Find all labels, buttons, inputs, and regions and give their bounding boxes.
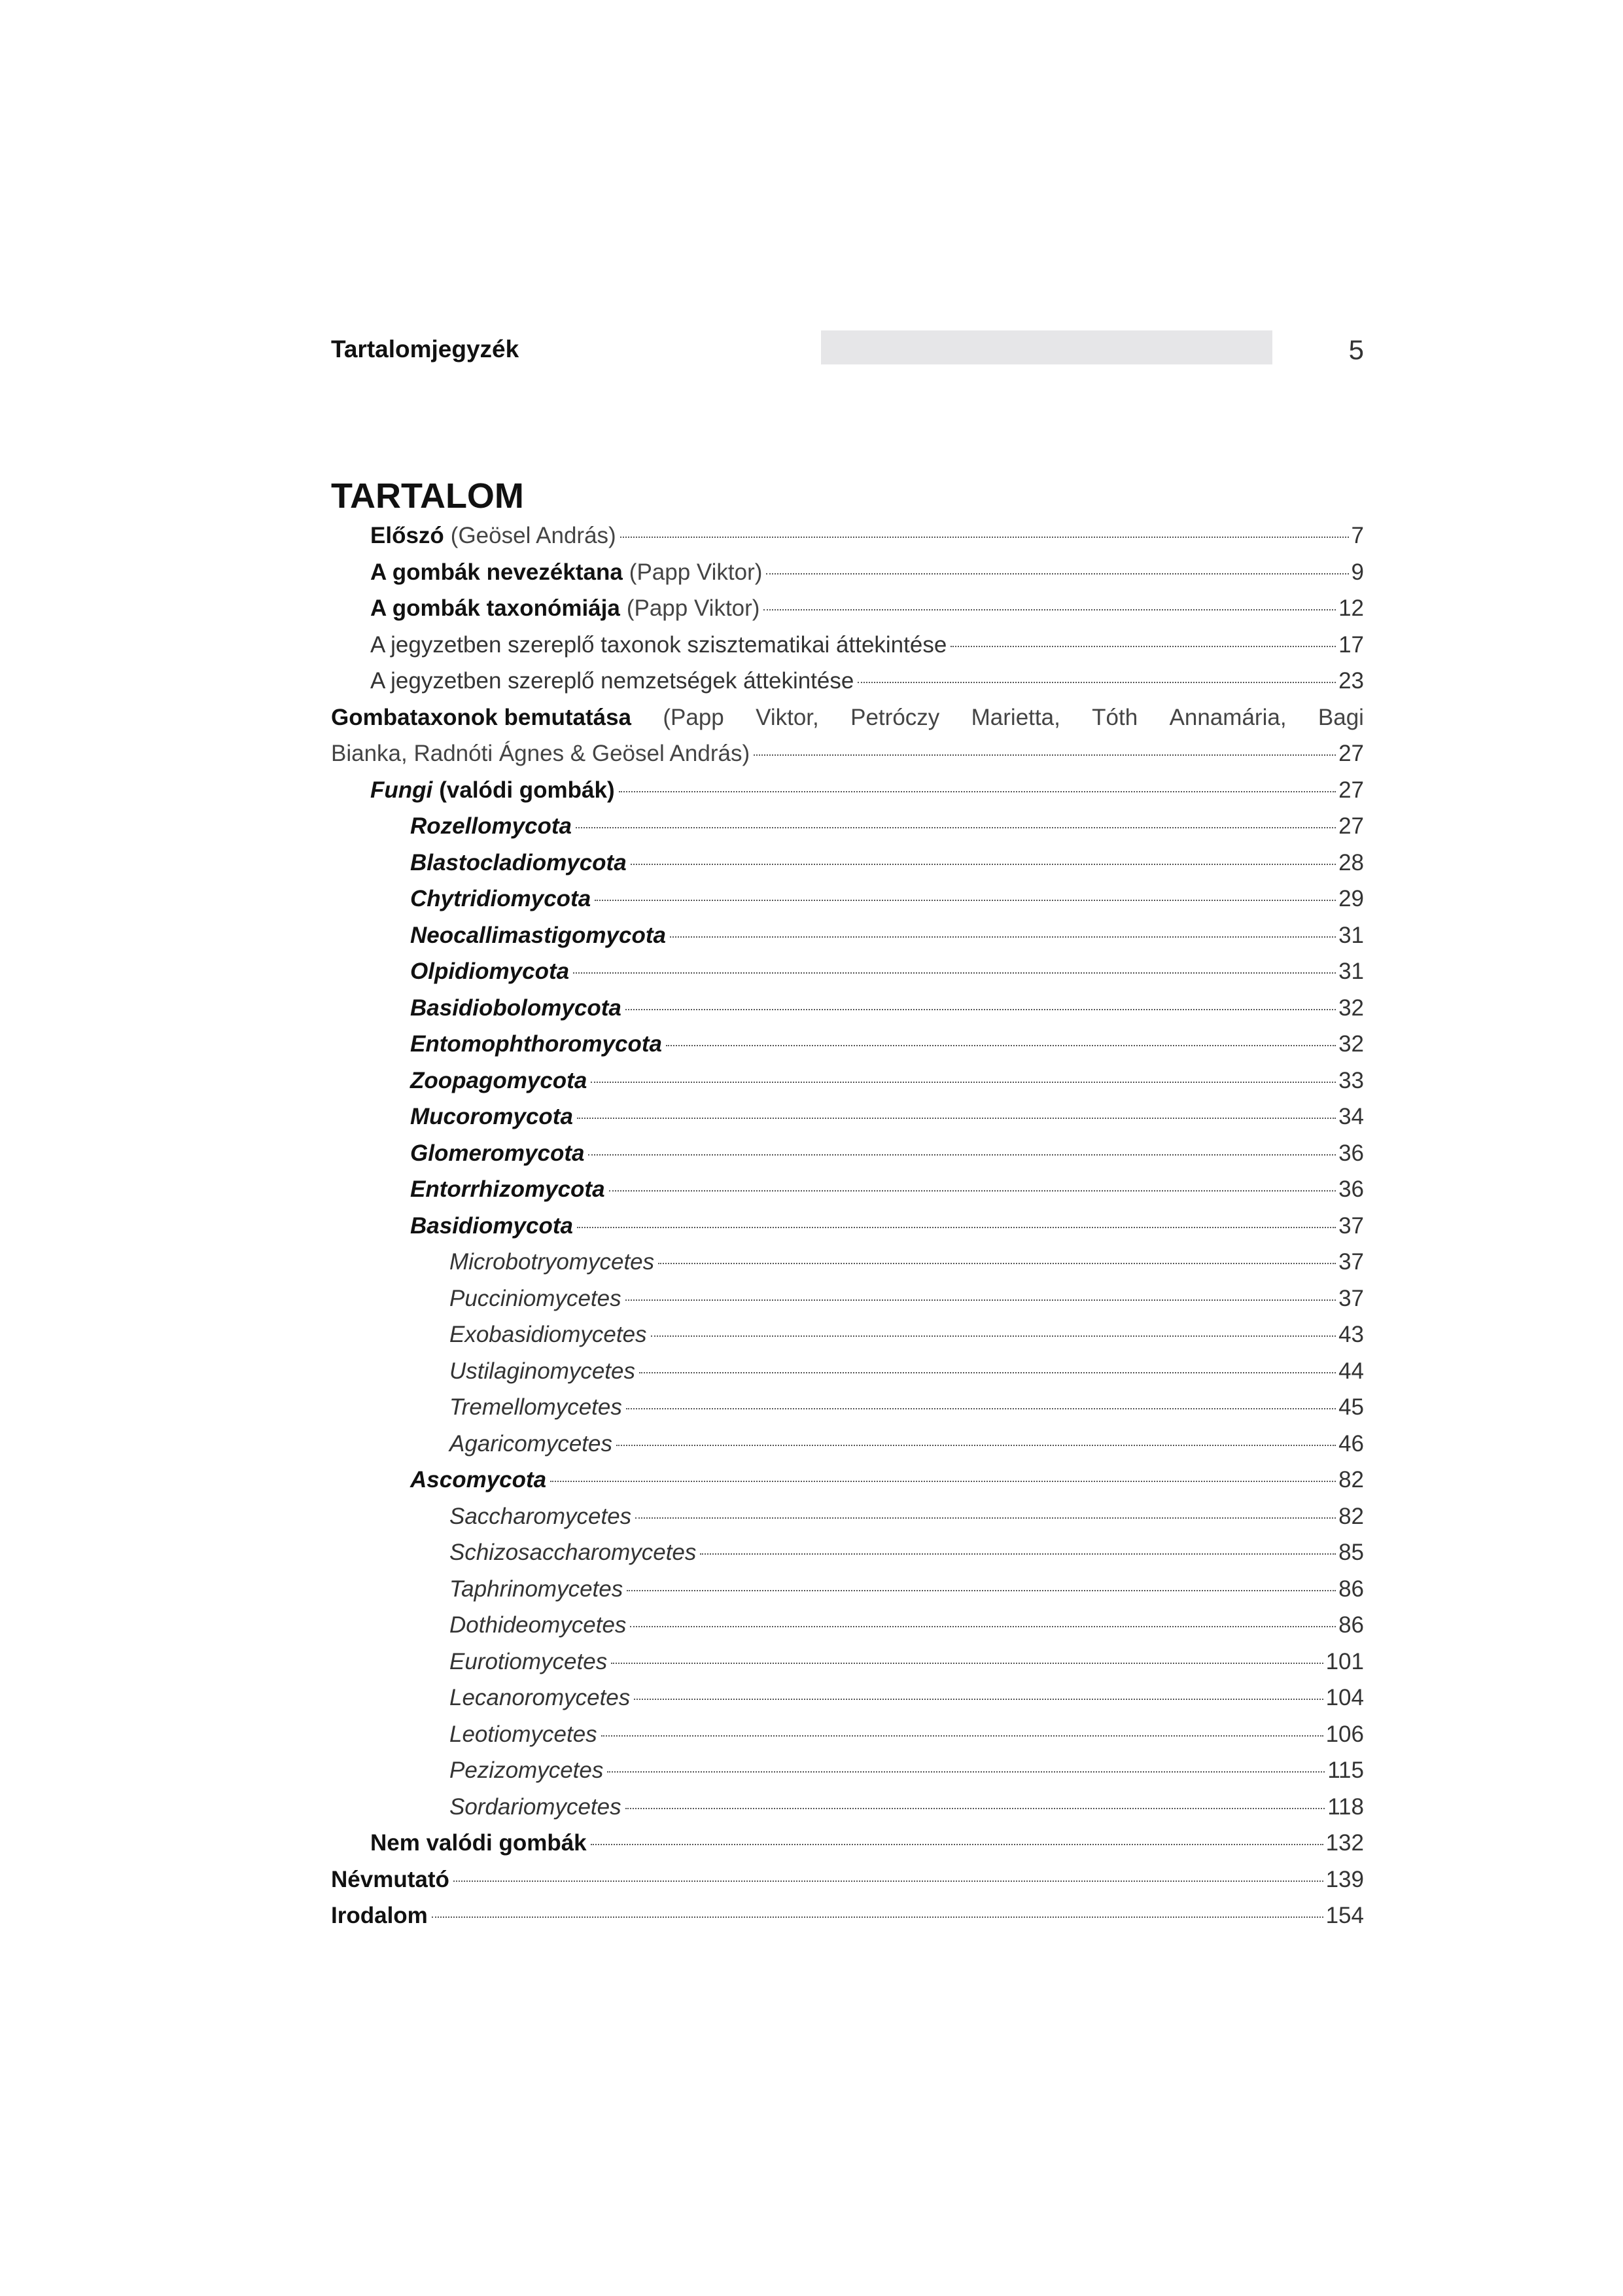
toc-entry-line [331, 735, 1364, 772]
toc-entry-title: Agaricomycetes [449, 1430, 612, 1457]
toc-entry-schizosaccharomycetes[interactable] [331, 1534, 1364, 1571]
author-word: Tóth [1092, 704, 1138, 730]
toc-entry-page: 34 [1338, 1104, 1364, 1129]
dot-leader [591, 1844, 1323, 1845]
toc-entry-basidiobolomycota[interactable] [331, 990, 1364, 1027]
toc-entry-exobasidiomycetes[interactable] [331, 1316, 1364, 1353]
toc-entry-title: Eurotiomycetes [449, 1648, 608, 1674]
dot-leader [666, 1045, 1336, 1046]
toc-entry-page: 132 [1325, 1830, 1364, 1856]
toc-entry-title: Olpidiomycota [410, 959, 570, 984]
toc-entry-title: Rozellomycota [410, 813, 572, 839]
toc-entry-szisztematika[interactable] [331, 627, 1364, 663]
toc-entry-title: Taphrinomycetes [449, 1576, 623, 1602]
toc-entry-basidiomycota[interactable] [331, 1208, 1364, 1245]
toc-entry-page: 101 [1325, 1648, 1364, 1674]
toc-entry-page: 44 [1338, 1358, 1364, 1384]
toc-entry-page: 28 [1338, 849, 1364, 875]
toc-entry-title: Basidiobolomycota [410, 995, 621, 1021]
toc-entry-page: 32 [1338, 1031, 1364, 1057]
toc-entry-ustilaginomycetes[interactable] [331, 1353, 1364, 1390]
toc-entry-sordariomycetes[interactable] [331, 1789, 1364, 1826]
author-word: Marietta, [971, 704, 1060, 730]
dot-leader [550, 1481, 1336, 1482]
toc-entry-olpidiomycota[interactable] [331, 953, 1364, 990]
toc-entry-page: 32 [1338, 995, 1364, 1021]
toc-entry-title: Zoopagomycota [410, 1067, 587, 1093]
toc-entry-title: Tremellomycetes [449, 1394, 622, 1420]
toc-entry-title: Saccharomycetes [449, 1503, 632, 1529]
toc-entry-author: (Papp Viktor) [629, 559, 763, 585]
toc-entry-title: Leotiomycetes [449, 1721, 597, 1747]
toc-entry-chytridiomycota[interactable] [331, 881, 1364, 917]
dot-leader [611, 1663, 1323, 1664]
dot-leader [595, 900, 1336, 901]
author-word: Petróczy [850, 704, 940, 730]
running-header [331, 330, 1364, 367]
toc-entry-leotiomycetes[interactable] [331, 1716, 1364, 1753]
dot-leader [453, 1881, 1323, 1882]
toc-entry-dothideomycetes[interactable] [331, 1607, 1364, 1644]
toc-entry-page: 12 [1338, 595, 1364, 621]
toc-entry-title: Entomophthoromycota [410, 1031, 662, 1057]
dot-leader [616, 1445, 1336, 1446]
dot-leader [631, 864, 1336, 865]
toc-entry-blastocladiomycota[interactable] [331, 845, 1364, 881]
toc-entry-page: 139 [1325, 1866, 1364, 1892]
toc-entry-page: 45 [1338, 1394, 1364, 1420]
dot-leader [432, 1916, 1323, 1918]
dot-leader [609, 1190, 1336, 1192]
dot-leader [591, 1082, 1336, 1083]
toc-entry-title: Pucciniomycetes [449, 1285, 621, 1311]
toc-entry-lecanoromycetes[interactable] [331, 1680, 1364, 1716]
toc-entry-page: 46 [1338, 1430, 1364, 1457]
toc-entry-entomophthoromycota[interactable] [331, 1026, 1364, 1063]
toc-entry-page: 118 [1327, 1793, 1364, 1820]
dot-leader [625, 1808, 1325, 1809]
dot-leader [625, 1009, 1336, 1010]
toc-entry-title: Neocallimastigomycota [410, 922, 666, 948]
toc-entry-page: 29 [1338, 886, 1364, 911]
toc-entry-title: Microbotryomycetes [449, 1249, 655, 1275]
toc-entry-title: Pezizomycetes [449, 1757, 604, 1783]
dot-leader [607, 1771, 1325, 1773]
dot-leader [700, 1553, 1336, 1555]
toc-entry-title: Előszó [370, 523, 444, 548]
toc-entry-title: Dothideomycetes [449, 1612, 627, 1638]
dot-leader [754, 754, 1336, 756]
toc-entry-title: Basidiomycota [410, 1212, 573, 1239]
toc-entry-title: Sordariomycetes [449, 1793, 621, 1820]
toc-entry-eurotiomycetes[interactable] [331, 1644, 1364, 1680]
toc-entry-page: 31 [1338, 922, 1364, 948]
dot-leader [577, 1118, 1336, 1119]
toc-entry-title: A gombák taxonómiája [370, 595, 620, 621]
dot-leader [658, 1263, 1336, 1264]
toc-entry-taphrinomycetes[interactable] [331, 1571, 1364, 1608]
toc-entry-title: Gombataxonok bemutatása [331, 704, 631, 730]
toc-entry-title: Ustilaginomycetes [449, 1358, 635, 1384]
toc-entry-title: Glomeromycota [410, 1140, 585, 1166]
running-title: Tartalomjegyzék [331, 336, 519, 362]
dot-leader [588, 1154, 1336, 1156]
toc-entry-page: 37 [1338, 1249, 1364, 1275]
author-word: Annamária, [1169, 704, 1287, 730]
toc-entry-title: Fungi [370, 777, 433, 803]
author-word: (Papp [663, 704, 724, 730]
toc-entry-page: 7 [1351, 523, 1364, 548]
toc-entry-zoopagomycota[interactable] [331, 1063, 1364, 1099]
dot-leader [634, 1699, 1323, 1700]
dot-leader [619, 791, 1336, 792]
toc-entry-page: 37 [1338, 1212, 1364, 1239]
toc-entry-nem-valodi-gombak[interactable] [331, 1825, 1364, 1862]
header-bar [821, 330, 1272, 364]
toc-entry-title: Schizosaccharomycetes [449, 1540, 697, 1565]
toc-entry-title: Mucoromycota [410, 1104, 573, 1129]
toc-entry-rozellomycota[interactable] [331, 808, 1364, 845]
toc-entry-title: Exobasidiomycetes [449, 1322, 647, 1347]
toc-entry-title: Blastocladiomycota [410, 849, 627, 875]
toc-entry-title: Chytridiomycota [410, 886, 591, 911]
toc-entry-glomeromycota[interactable] [331, 1135, 1364, 1172]
toc-entry-title: Irodalom [331, 1903, 428, 1928]
toc-entry-page: 27 [1338, 741, 1364, 766]
dot-leader [635, 1517, 1336, 1519]
toc-entry-page: 85 [1338, 1540, 1364, 1565]
toc-entry-page: 17 [1338, 631, 1364, 658]
toc-entry-microbotryomycetes[interactable] [331, 1244, 1364, 1280]
toc-entry-page: 23 [1338, 668, 1364, 694]
toc-entry-page: 86 [1338, 1576, 1364, 1602]
toc-entry-neocallimastigomycota[interactable] [331, 917, 1364, 954]
toc-entry-page: 27 [1338, 813, 1364, 839]
toc-entry-title: Entorrhizomycota [410, 1176, 605, 1202]
dot-leader [620, 537, 1349, 538]
toc-entry-page: 36 [1338, 1140, 1364, 1166]
toc-entry-taxonomia[interactable] [331, 590, 1364, 627]
author-word: Bagi [1318, 704, 1364, 730]
toc-entry-title: A jegyzetben szereplő taxonok szisztematikai áttekintése [370, 631, 947, 658]
author-word: Viktor, [756, 704, 819, 730]
toc-entry-author: (Papp Viktor) [626, 595, 760, 621]
toc-entry-saccharomycetes[interactable] [331, 1498, 1364, 1535]
dot-leader [573, 972, 1336, 974]
dot-leader [763, 609, 1336, 610]
toc-entry-page: 43 [1338, 1322, 1364, 1347]
toc-entry-page: 154 [1325, 1903, 1364, 1928]
dot-leader [670, 936, 1336, 938]
toc-entry-nevezektan[interactable] [331, 554, 1364, 591]
toc-entry-page: 31 [1338, 959, 1364, 984]
toc-entry-irodalom[interactable] [331, 1898, 1364, 1934]
toc-entry-nevmutato[interactable] [331, 1862, 1364, 1898]
toc-entry-mucoromycota[interactable] [331, 1099, 1364, 1135]
toc-entry-page: 27 [1338, 777, 1364, 803]
dot-leader [577, 1227, 1336, 1228]
toc-entry-nemzetsegek[interactable] [331, 663, 1364, 699]
toc-entry-page: 82 [1338, 1503, 1364, 1529]
toc-entry-fungi[interactable] [331, 772, 1364, 809]
toc-entry-page: 104 [1325, 1685, 1364, 1710]
dot-leader [858, 682, 1336, 683]
dot-leader [625, 1299, 1336, 1301]
toc-entry-page: 9 [1351, 559, 1364, 585]
toc-entry-title: Nem valódi gombák [370, 1830, 587, 1856]
toc-entry-author: Bianka, Radnóti Ágnes & Geösel András) [331, 741, 750, 766]
toc-entry-pezizomycetes[interactable] [331, 1752, 1364, 1789]
dot-leader [951, 646, 1336, 647]
dot-leader [627, 1590, 1336, 1591]
page-number: 5 [1348, 334, 1364, 365]
toc-entry-title: Névmutató [331, 1866, 449, 1892]
dot-leader [630, 1626, 1336, 1627]
toc-entry-title: Ascomycota [410, 1467, 547, 1492]
toc-entry-page: 106 [1325, 1721, 1364, 1747]
dot-leader [651, 1335, 1336, 1337]
toc-entry-entorrhizomycota[interactable] [331, 1171, 1364, 1208]
toc-entry-author: (Geösel András) [450, 523, 616, 548]
toc-entry-pucciniomycetes[interactable] [331, 1280, 1364, 1317]
toc-entry-eloszo[interactable] [331, 518, 1364, 554]
toc-entry-tremellomycetes[interactable] [331, 1389, 1364, 1426]
dot-leader [639, 1372, 1336, 1373]
toc-entry-page: 82 [1338, 1467, 1364, 1492]
toc-entry-title-suffix: (valódi gombák) [439, 777, 615, 803]
toc-entry-title: Lecanoromycetes [449, 1685, 631, 1710]
dot-leader [576, 827, 1336, 828]
dot-leader [626, 1408, 1336, 1409]
toc-entry-line [331, 699, 1364, 736]
toc-entry-page: 86 [1338, 1612, 1364, 1638]
toc-entry-page: 36 [1338, 1176, 1364, 1202]
toc-heading: TARTALOM [331, 476, 524, 516]
toc-entry-page: 115 [1327, 1757, 1364, 1783]
toc-entry-ascomycota[interactable] [331, 1462, 1364, 1498]
toc-entry-title: A jegyzetben szereplő nemzetségek áttekintése [370, 668, 854, 694]
table-of-contents [331, 474, 1364, 1934]
toc-entry-page: 33 [1338, 1067, 1364, 1093]
toc-entry-title: A gombák nevezéktana [370, 559, 623, 585]
toc-entry-agaricomycetes[interactable] [331, 1426, 1364, 1462]
dot-leader [601, 1735, 1323, 1737]
toc-entry-gombataxonok[interactable] [331, 699, 1364, 772]
toc-entry-page: 37 [1338, 1285, 1364, 1311]
dot-leader [766, 573, 1348, 574]
